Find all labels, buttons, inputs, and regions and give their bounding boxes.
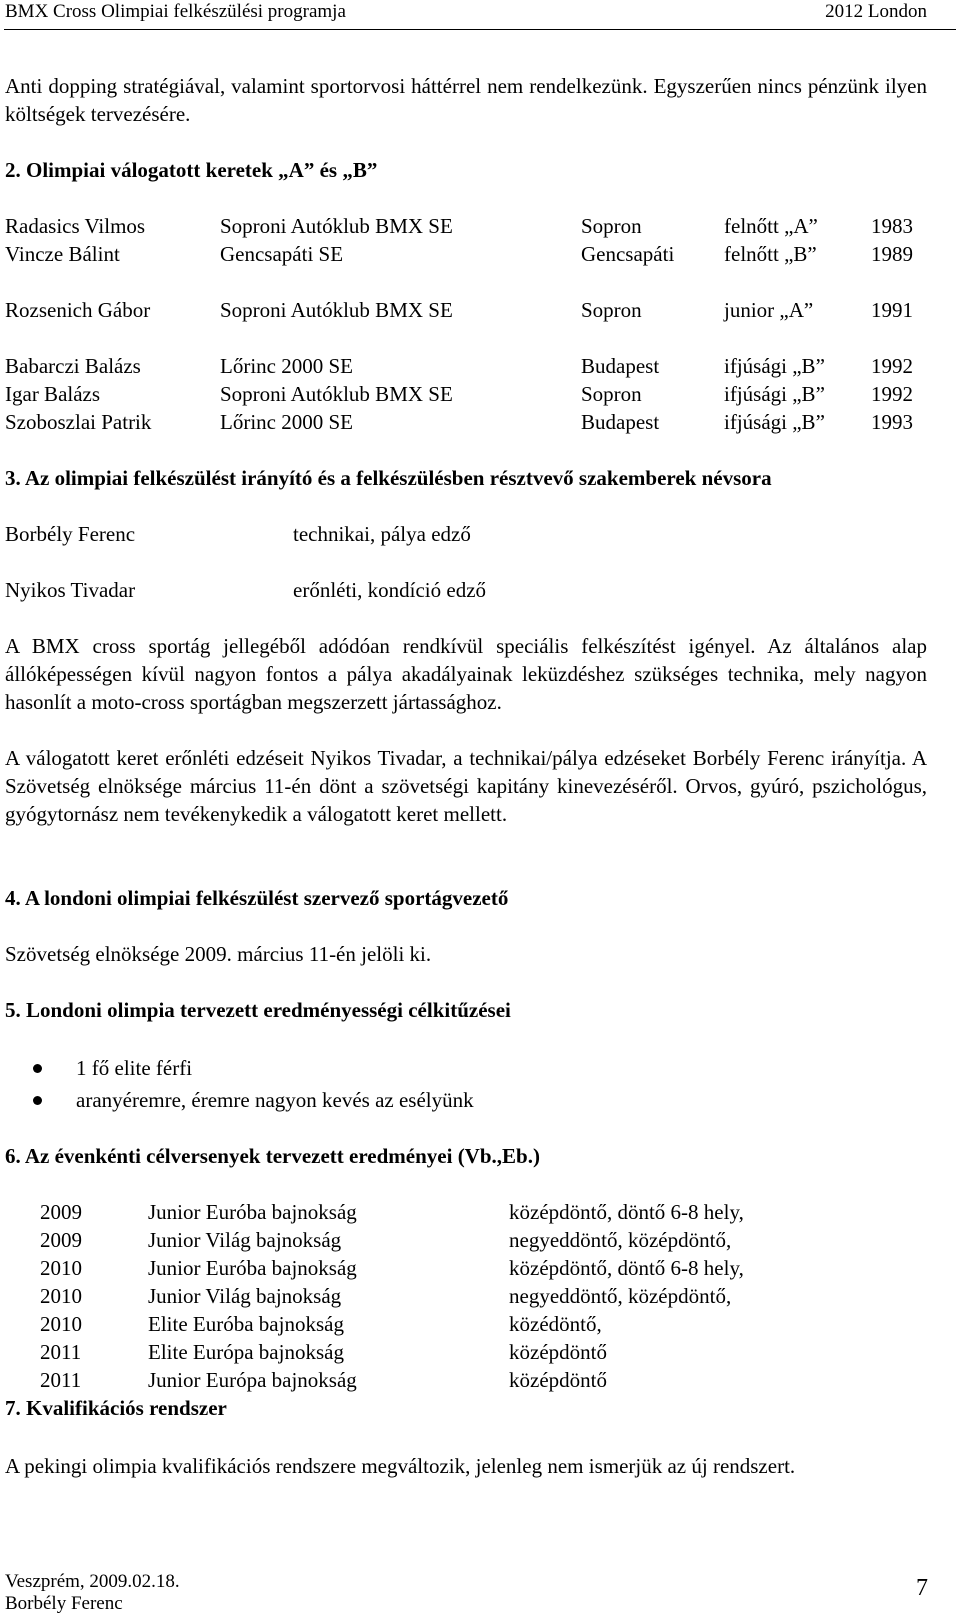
athlete-club: Lőrinc 2000 SE (220, 410, 353, 434)
athlete-city: Budapest (581, 354, 660, 378)
athlete-name: Radasics Vilmos (5, 214, 146, 238)
event-name: Junior Európa bajnokság (148, 1368, 357, 1392)
event-name: Junior Világ bajnokság (148, 1228, 342, 1252)
header-title: BMX Cross Olimpiai felkészülési programja (5, 1, 346, 22)
staff-row (5, 520, 927, 548)
athlete-category: ifjúsági „B” (724, 382, 825, 406)
event-name: Junior Világ bajnokság (148, 1284, 342, 1308)
athlete-year: 1983 (871, 214, 913, 238)
bullet-item: aranyéremre, éremre nagyon kevés az esélyünk (76, 1088, 474, 1112)
athlete-name: Vincze Bálint (5, 242, 120, 266)
page-number: 7 (916, 1575, 928, 1601)
intro-paragraph: Anti dopping stratégiával, valamint sportorvosi háttérrel nem rendelkezünk. Egyszerűen nincs pénzünk ilyen költségek tervezésére. (5, 74, 927, 126)
section4-text: Szövetség elnöksége 2009. március 11-én jelöli ki. (5, 942, 432, 966)
section5-heading: 5. Londoni olimpia tervezett eredményességi célkitűzései (5, 998, 511, 1022)
event-name: Elite Euróba bajnokság (148, 1312, 344, 1336)
athlete-row (5, 296, 927, 324)
athlete-year: 1992 (871, 354, 913, 378)
athlete-year: 1991 (871, 298, 913, 322)
event-result: középdöntő, döntő 6-8 hely, (509, 1200, 744, 1224)
staff-role: technikai, pálya edző (293, 522, 471, 546)
athlete-name: Igar Balázs (5, 382, 101, 406)
athlete-club: Soproni Autóklub BMX SE (220, 214, 453, 238)
staff-name: Nyikos Tivadar (5, 578, 136, 602)
athlete-city: Sopron (581, 214, 642, 238)
athlete-city: Gencsapáti (581, 242, 675, 266)
bullet-dot (33, 1064, 42, 1073)
event-result: negyeddöntő, középdöntő, (509, 1284, 732, 1308)
event-row (5, 1338, 927, 1366)
athlete-category: felnőtt „A” (724, 214, 818, 238)
event-year: 2009 (40, 1200, 82, 1224)
section7-heading: 7. Kvalifikációs rendszer (5, 1396, 227, 1420)
section4-heading: 4. A londoni olimpiai felkészülést szervező sportágvezető (5, 886, 509, 910)
header-event: 2012 London (825, 1, 927, 22)
footer-author: Borbély Ferenc (5, 1593, 123, 1614)
athlete-row (5, 212, 927, 240)
event-result: közédöntő, (509, 1312, 602, 1336)
athlete-row (5, 408, 927, 436)
event-result: középdöntő (509, 1368, 607, 1392)
staff-row (5, 576, 927, 604)
event-row (5, 1254, 927, 1282)
event-row (5, 1310, 927, 1338)
athlete-category: ifjúsági „B” (724, 410, 825, 434)
section2-heading: 2. Olimpiai válogatott keretek „A” és „B” (5, 158, 378, 182)
event-name: Junior Euróba bajnokság (148, 1256, 357, 1280)
event-result: középdöntő, döntő 6-8 hely, (509, 1256, 744, 1280)
event-result: középdöntő (509, 1340, 607, 1364)
event-year: 2010 (40, 1284, 82, 1308)
athlete-name: Babarczi Balázs (5, 354, 141, 378)
section6-heading: 6. Az évenkénti célversenyek tervezett eredményei (Vb.,Eb.) (5, 1144, 540, 1168)
event-year: 2010 (40, 1312, 82, 1336)
bullet-dot (33, 1096, 42, 1105)
section7-text: A pekingi olimpia kvalifikációs rendszere megváltozik, jelenleg nem ismerjük az új rendszert. (5, 1454, 796, 1478)
athlete-row (5, 380, 927, 408)
staff-role: erőnléti, kondíció edző (293, 578, 487, 602)
athlete-club: Gencsapáti SE (220, 242, 344, 266)
athlete-name: Szoboszlai Patrik (5, 410, 152, 434)
event-year: 2010 (40, 1256, 82, 1280)
athlete-name: Rozsenich Gábor (5, 298, 151, 322)
event-year: 2011 (40, 1340, 82, 1364)
athlete-club: Soproni Autóklub BMX SE (220, 298, 453, 322)
event-row (5, 1366, 927, 1394)
athlete-year: 1993 (871, 410, 913, 434)
event-year: 2009 (40, 1228, 82, 1252)
section3-paragraph-1: A BMX cross sportág jellegéből adódóan rendkívül speciális felkészítést igényel. Az általános alap állóképességen kívül nagyon fontos a pálya akadályainak leküzdéshez szükséges technika, mely nagyon hasonlít a moto-cross sportágban megszerzett jártassághoz. (5, 634, 927, 714)
athlete-year: 1992 (871, 382, 913, 406)
header-rule (4, 29, 956, 30)
bullet-item: 1 fő elite férfi (76, 1056, 193, 1080)
athlete-city: Sopron (581, 382, 642, 406)
athlete-category: felnőtt „B” (724, 242, 817, 266)
event-row (5, 1282, 927, 1310)
event-row (5, 1198, 927, 1226)
athlete-category: junior „A” (724, 298, 814, 322)
event-name: Junior Euróba bajnokság (148, 1200, 357, 1224)
athlete-row (5, 352, 927, 380)
section3-heading: 3. Az olimpiai felkészülést irányító és a felkészülésben résztvevő szakemberek névsora (5, 466, 772, 490)
footer-place-date: Veszprém, 2009.02.18. (5, 1571, 180, 1592)
event-year: 2011 (40, 1368, 82, 1392)
event-row (5, 1226, 927, 1254)
athlete-club: Lőrinc 2000 SE (220, 354, 353, 378)
athlete-category: ifjúsági „B” (724, 354, 825, 378)
athlete-city: Sopron (581, 298, 642, 322)
event-result: negyeddöntő, középdöntő, (509, 1228, 732, 1252)
staff-name: Borbély Ferenc (5, 522, 136, 546)
athlete-club: Soproni Autóklub BMX SE (220, 382, 453, 406)
athlete-year: 1989 (871, 242, 913, 266)
section3-paragraph-2: A válogatott keret erőnléti edzéseit Nyikos Tivadar, a technikai/pálya edzéseket Borbély Ferenc irányítja. A Szövetség elnöksége március 11-én dönt a szövetségi kapitány kinevezéséről. Orvos, gyúró, pszichológus, gyógytornász nem tevékenykedik a válogatott keret mellett. (5, 746, 927, 826)
event-name: Elite Európa bajnokság (148, 1340, 344, 1364)
athlete-row (5, 240, 927, 268)
athlete-city: Budapest (581, 410, 660, 434)
